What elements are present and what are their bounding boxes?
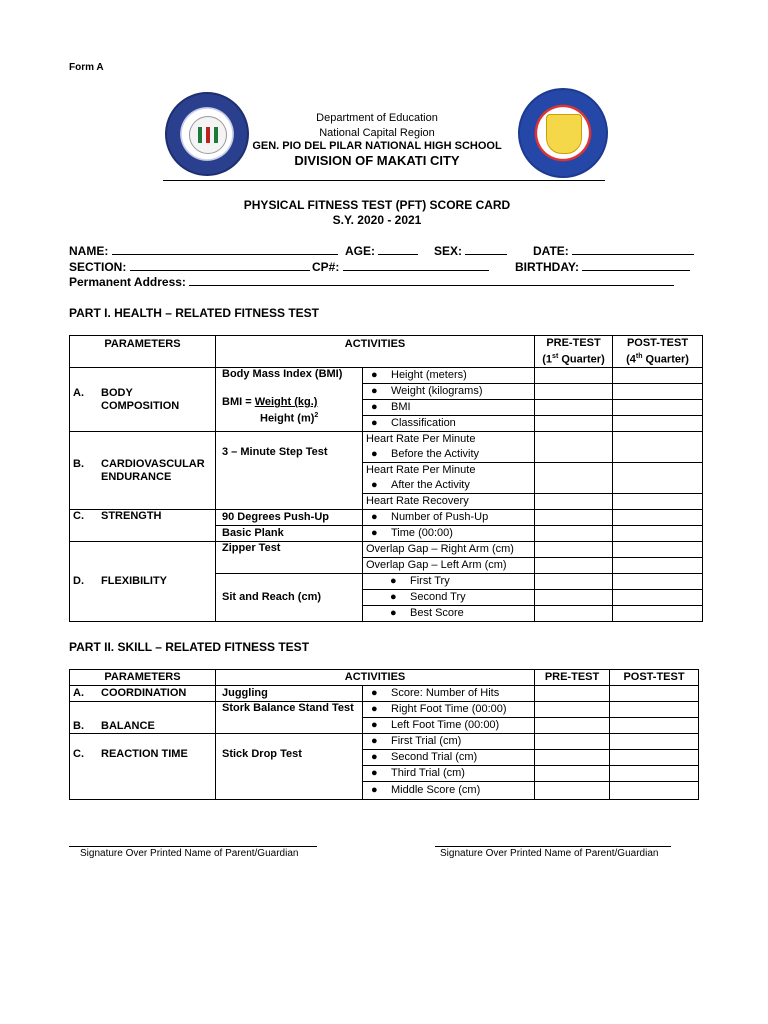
activity-item [363, 510, 535, 526]
date-line [572, 244, 694, 255]
post-test-cell[interactable] [613, 432, 703, 463]
param-letter-a: A. [73, 386, 84, 399]
stork-test: Stork Balance Stand Test [216, 702, 363, 734]
cp-line [343, 260, 489, 271]
pre-test-cell[interactable] [535, 384, 613, 400]
name-field[interactable] [69, 244, 338, 258]
address-label: Permanent Address: [69, 275, 186, 289]
bullet-icon: ● [390, 591, 397, 603]
bmi-test [216, 368, 363, 432]
activity-item [363, 702, 535, 718]
balance-param [70, 702, 216, 734]
post-test-cell[interactable] [610, 750, 699, 766]
bullet-icon: ● [390, 607, 397, 619]
post-test-cell[interactable] [613, 574, 703, 590]
activity-label: Second Try [410, 591, 466, 603]
cp-label: CP#: [312, 260, 340, 274]
health-fitness-table [69, 335, 703, 622]
sex-field[interactable] [434, 244, 507, 258]
juggling-test: Juggling [216, 686, 363, 702]
bullet-icon: ● [371, 417, 378, 429]
activity-item [363, 718, 535, 734]
signature-line-left[interactable] [69, 846, 317, 847]
pre-test-cell[interactable] [535, 782, 610, 800]
region-name: National Capital Region [319, 127, 435, 139]
pre-test-cell[interactable] [535, 510, 613, 526]
table-row [70, 510, 703, 526]
date-label: DATE: [533, 244, 569, 258]
pre-test-cell[interactable] [535, 432, 613, 463]
signature-label-left: Signature Over Printed Name of Parent/Guardian [80, 848, 299, 859]
pre-test-cell[interactable] [535, 416, 613, 432]
activity-item: Overlap Gap – Left Arm (cm) [363, 558, 535, 574]
pre-test-label: PRE-TEST [546, 336, 601, 349]
table-row [70, 702, 699, 718]
activity-item: Heart Rate Recovery [363, 494, 535, 510]
cp-field[interactable] [312, 260, 489, 274]
pre-test-cell[interactable] [535, 400, 613, 416]
pre-test-header [535, 336, 613, 368]
strength-label: STRENGTH [101, 510, 162, 522]
table-row [70, 432, 703, 448]
date-field[interactable] [533, 244, 694, 258]
bullet-icon: ● [390, 575, 397, 587]
bullet-icon: ● [371, 767, 378, 779]
pre-test-cell[interactable] [535, 590, 613, 606]
pre-test-cell[interactable] [535, 463, 613, 494]
sex-label: SEX: [434, 244, 463, 258]
bullet-icon: ● [371, 751, 378, 763]
bmi-formula-numerator: Weight (kg.) [254, 396, 318, 408]
activity-label: Best Score [410, 607, 464, 619]
strength-param [70, 510, 216, 542]
bullet-icon: ● [371, 401, 378, 413]
activity-label: First Trial (cm) [391, 735, 462, 747]
post-test-cell[interactable] [610, 734, 699, 750]
activity-label: Second Trial (cm) [391, 751, 478, 763]
post-test-cell[interactable] [613, 542, 703, 558]
division-name: DIVISION OF MAKATI CITY [294, 153, 460, 168]
parameters-header: PARAMETERS [70, 670, 216, 686]
activity-label: Time (00:00) [391, 527, 453, 539]
post-test-cell[interactable] [610, 766, 699, 782]
bmi-formula-denominator: Height (m) [260, 412, 315, 425]
table-header-row [70, 670, 699, 686]
activity-label: Third Trial (cm) [391, 767, 465, 779]
section-line [130, 260, 310, 271]
section-field[interactable] [69, 260, 310, 274]
table-header-row [70, 336, 703, 368]
cardio-label-1: CARDIOVASCULAR [101, 457, 205, 470]
balance-label: BALANCE [101, 720, 155, 732]
bullet-icon: ● [371, 703, 378, 715]
activity-item [363, 526, 535, 542]
birthday-field[interactable] [515, 260, 690, 274]
activity-label: BMI [391, 401, 411, 413]
activity-item [363, 384, 535, 400]
part1-heading: PART I. HEALTH – RELATED FITNESS TEST [69, 306, 320, 320]
flexibility-label: FLEXIBILITY [101, 575, 167, 587]
age-line [378, 244, 418, 255]
table-row [70, 542, 703, 558]
reaction-param [70, 734, 216, 800]
activity-item [363, 574, 535, 590]
pre-test-cell[interactable] [535, 526, 613, 542]
post-test-cell[interactable] [610, 718, 699, 734]
bullet-icon: ● [371, 448, 378, 460]
signature-label-right: Signature Over Printed Name of Parent/Guardian [440, 848, 659, 859]
post-test-cell[interactable] [610, 686, 699, 702]
pre-test-cell[interactable] [535, 766, 610, 782]
header-divider [163, 180, 605, 181]
activity-label: Before the Activity [391, 448, 480, 460]
table-row [70, 686, 699, 702]
activity-item [363, 400, 535, 416]
pre-test-cell[interactable] [535, 750, 610, 766]
table-row [70, 734, 699, 750]
post-test-cell[interactable] [610, 702, 699, 718]
bullet-icon: ● [371, 369, 378, 381]
activity-item [363, 416, 535, 432]
name-label: NAME: [69, 244, 109, 258]
age-label: AGE: [345, 244, 375, 258]
pre-test-cell[interactable] [535, 542, 613, 558]
step-test: 3 – Minute Step Test [216, 432, 363, 510]
param-letter-c: C. [73, 510, 84, 522]
table-row [70, 368, 703, 384]
section-label: SECTION: [69, 260, 127, 274]
activity-label: Right Foot Time (00:00) [391, 703, 507, 715]
activity-item [363, 590, 535, 606]
bullet-icon: ● [371, 784, 378, 796]
pre-test-cell[interactable] [535, 558, 613, 574]
bmi-formula-prefix: BMI = [222, 396, 255, 408]
birthday-line [582, 260, 690, 271]
post-test-cell[interactable] [613, 463, 703, 494]
cardio-param [70, 432, 216, 510]
post-test-cell[interactable] [613, 416, 703, 432]
bullet-icon: ● [371, 719, 378, 731]
part2-heading: PART II. SKILL – RELATED FITNESS TEST [69, 640, 310, 654]
coordination-label: COORDINATION [101, 687, 187, 699]
pre-quarter-sup: st [552, 352, 559, 360]
post-test-header: POST-TEST [610, 670, 699, 686]
activity-item: Heart Rate Per Minute [363, 432, 535, 448]
document-title: PHYSICAL FITNESS TEST (PFT) SCORE CARD [243, 198, 511, 212]
school-name: GEN. PIO DEL PILAR NATIONAL HIGH SCHOOL [252, 140, 502, 152]
activity-label: Classification [391, 417, 456, 429]
pre-test-cell[interactable] [535, 702, 610, 718]
post-test-cell[interactable] [613, 590, 703, 606]
post-quarter-a: (4 [626, 353, 636, 366]
param-letter-c: C. [73, 748, 84, 760]
activity-item [363, 766, 535, 782]
activity-item [363, 782, 535, 800]
reaction-label: REACTION TIME [101, 748, 188, 760]
stick-drop-test: Stick Drop Test [216, 734, 363, 800]
address-field[interactable] [69, 275, 674, 289]
activities-header: ACTIVITIES [216, 336, 535, 368]
pre-test-cell[interactable] [535, 718, 610, 734]
post-test-label: POST-TEST [626, 336, 689, 349]
pre-test-cell[interactable] [535, 734, 610, 750]
pre-test-header: PRE-TEST [535, 670, 610, 686]
post-test-cell[interactable] [613, 384, 703, 400]
pushup-test: 90 Degrees Push-Up [216, 510, 363, 526]
activity-label: Weight (kilograms) [391, 385, 483, 397]
param-letter-b: B. [73, 457, 84, 470]
post-test-cell[interactable] [610, 782, 699, 800]
activity-label: After the Activity [391, 479, 470, 491]
sex-line [465, 244, 507, 255]
post-test-cell[interactable] [613, 510, 703, 526]
activity-label: Height (meters) [391, 369, 467, 381]
pre-quarter-a: (1 [542, 353, 553, 366]
activity-label: Number of Push-Up [391, 511, 489, 523]
bullet-icon: ● [371, 385, 378, 397]
pre-test-cell[interactable] [535, 574, 613, 590]
body-label-1: BODY [101, 386, 133, 399]
pre-test-cell[interactable] [535, 686, 610, 702]
pre-test-cell[interactable] [535, 368, 613, 384]
activity-item [363, 734, 535, 750]
cardio-label-2: ENDURANCE [101, 470, 172, 483]
pre-test-cell[interactable] [535, 494, 613, 510]
param-letter-d: D. [73, 575, 84, 587]
bullet-icon: ● [371, 527, 378, 539]
bullet-icon: ● [371, 511, 378, 523]
parameters-header: PARAMETERS [70, 336, 216, 368]
param-letter-a: A. [73, 687, 84, 699]
param-letter-b: B. [73, 720, 84, 732]
school-year: S.Y. 2020 - 2021 [332, 213, 422, 227]
activity-label: Score: Number of Hits [391, 687, 500, 699]
post-test-header [613, 336, 703, 368]
activity-label: Middle Score (cm) [391, 784, 481, 796]
body-label-2: COMPOSITION [101, 399, 180, 412]
flexibility-param [70, 542, 216, 622]
activity-label: Left Foot Time (00:00) [391, 719, 500, 731]
activity-item [363, 478, 535, 494]
activity-label: First Try [410, 575, 450, 587]
post-test-cell[interactable] [613, 526, 703, 542]
post-quarter-b: Quarter) [642, 353, 689, 366]
post-quarter-sup: th [635, 352, 643, 360]
signature-line-right[interactable] [435, 846, 671, 847]
sit-reach-test: Sit and Reach (cm) [216, 574, 363, 622]
bmi-formula-sup: 2 [314, 412, 319, 419]
zipper-test: Zipper Test [216, 542, 363, 574]
bullet-icon: ● [371, 687, 378, 699]
activities-header: ACTIVITIES [216, 670, 535, 686]
bmi-test-name: Body Mass Index (BMI) [222, 368, 343, 380]
activity-item [363, 750, 535, 766]
activity-item: Heart Rate Per Minute [363, 463, 535, 479]
department-name: Department of Education [316, 112, 438, 124]
post-test-cell[interactable] [613, 368, 703, 384]
post-test-cell[interactable] [613, 558, 703, 574]
activity-item [363, 368, 535, 384]
pre-quarter-b: Quarter) [558, 353, 605, 366]
pre-test-cell[interactable] [535, 606, 613, 622]
post-test-cell[interactable] [613, 400, 703, 416]
plank-test: Basic Plank [216, 526, 363, 542]
name-line [112, 244, 338, 255]
address-line [189, 275, 674, 286]
skill-fitness-table [69, 669, 699, 800]
body-composition-param [70, 368, 216, 432]
age-field[interactable] [345, 244, 418, 258]
form-label: Form A [69, 62, 104, 73]
coordination-param [70, 686, 216, 702]
activity-item [363, 606, 535, 622]
activity-item: Overlap Gap – Right Arm (cm) [363, 542, 535, 558]
bullet-icon: ● [371, 479, 378, 491]
activity-item [363, 686, 535, 702]
post-test-cell[interactable] [613, 606, 703, 622]
post-test-cell[interactable] [613, 494, 703, 510]
activity-item [363, 447, 535, 463]
birthday-label: BIRTHDAY: [515, 260, 580, 274]
bullet-icon: ● [371, 735, 378, 747]
